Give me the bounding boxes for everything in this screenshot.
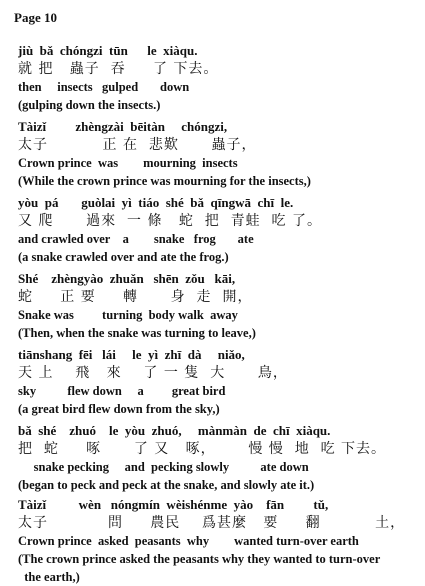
chinese-line: 就 把 蟲子 吞 了 下去。 — [18, 61, 219, 77]
english-gloss-line: and crawled over a snake frog ate — [18, 232, 254, 246]
pinyin-line: Tàizǐ zhèngzài bēitàn chóngzi, — [18, 119, 228, 134]
chinese-line: 蛇 正 要 轉 身 走 開， — [18, 289, 253, 305]
chinese-line: 又 爬 過來 一 條 蛇 把 青蛙 吃 了。 — [18, 213, 323, 229]
translation-line: (gulping down the insects.) — [18, 98, 161, 112]
translation-line: (began to peck and peck at the snake, and slowly ate it.) — [18, 478, 315, 492]
passage-7 — [18, 496, 418, 586]
chinese-line: 把 蛇 啄 了 又 啄， 慢 慢 地 吃 下去。 — [18, 441, 387, 457]
pinyin-line: yòu pá guòlai yì tiáo shé bǎ qīngwā chī le. — [18, 195, 294, 210]
chinese-line: 天 上 飛 來 了 一 隻 大 鳥， — [18, 365, 288, 381]
passage-6 — [18, 422, 418, 494]
pinyin-line: Shé zhèngyào zhuǎn shēn zǒu kāi, — [18, 271, 236, 286]
page-number: Page 10 — [14, 10, 57, 25]
translation-line: (a snake crawled over and ate the frog.) — [18, 250, 229, 264]
passage-5 — [18, 346, 418, 418]
pinyin-line: bǎ shé zhuó le yòu zhuó, mànmàn de chī xiàqu. — [18, 423, 331, 438]
english-gloss-line: Crown prince asked peasants why wanted turn-over earth — [18, 534, 359, 548]
passage-2 — [18, 118, 418, 190]
translation-line: (The crown prince asked the peasants why they wanted to turn-over — [18, 552, 381, 566]
chinese-line: 太子 問 農民 爲甚麼 要 翻 土， — [18, 515, 406, 531]
translation-line: (Then, when the snake was turning to leave,) — [18, 326, 256, 340]
translation-line-continued: the earth,) — [18, 570, 80, 584]
chinese-line: 太子 正 在 悲歎 蟲子， — [18, 137, 257, 153]
english-gloss-line: then insects gulped down — [18, 80, 190, 94]
passage-3 — [18, 194, 418, 266]
english-gloss-line: Crown prince was mourning insects — [18, 156, 238, 170]
translation-line: (While the crown prince was mourning for the insects,) — [18, 174, 311, 188]
pinyin-line: tiānshang fēi lái le yì zhī dà niǎo, — [18, 347, 245, 362]
english-gloss-line: snake pecking and pecking slowly ate down — [18, 460, 309, 474]
pinyin-line: jiù bǎ chóngzi tūn le xiàqu. — [18, 43, 198, 58]
pinyin-line: Tàizǐ wèn nóngmín wèishénme yào fān tǔ, — [18, 497, 329, 512]
english-gloss-line: Snake was turning body walk away — [18, 308, 238, 322]
translation-line: (a great bird flew down from the sky,) — [18, 402, 220, 416]
passage-4 — [18, 270, 418, 342]
english-gloss-line: sky flew down a great bird — [18, 384, 226, 398]
passage-1 — [18, 42, 418, 114]
